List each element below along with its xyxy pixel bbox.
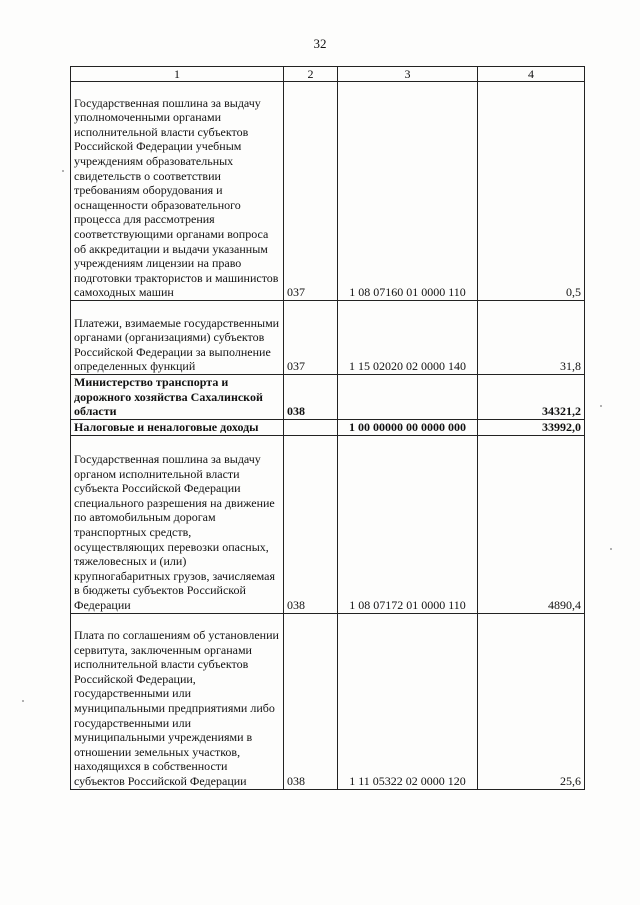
row-code: 037: [284, 301, 338, 375]
row-sum: 4890,4: [478, 435, 585, 613]
row-sum: 31,8: [478, 301, 585, 375]
table-row: [71, 435, 585, 613]
row-kbk: 1 08 07160 01 0000 110: [338, 82, 478, 301]
row-sum: 33992,0: [478, 420, 585, 436]
table-row: [71, 301, 585, 375]
scan-speck: [610, 548, 612, 550]
row-kbk: 1 08 07172 01 0000 110: [338, 435, 478, 613]
row-code: 038: [284, 435, 338, 613]
table-header-row: [71, 67, 585, 82]
row-name: Плата по соглашениям об установлении сервитута, заключенным органами исполнительной власти субъектов Российской Федерации, государственными или муниципальными предприятиями либо государственными или муниципальными учреждениями в отношении земельных участков, находящихся в собственности субъектов Российской Федерации: [71, 613, 284, 789]
row-name: Министерство транспорта и дорожного хозяйства Сахалинской области: [71, 375, 284, 420]
row-code: 038: [284, 375, 338, 420]
row-kbk: 1 11 05322 02 0000 120: [338, 613, 478, 789]
row-name: Платежи, взимаемые государственными органами (организациями) субъектов Российской Федерации за выполнение определенных функций: [71, 301, 284, 375]
column-header-2: 2: [284, 67, 338, 82]
row-code: 038: [284, 613, 338, 789]
row-sum: 34321,2: [478, 375, 585, 420]
page-number: 32: [313, 36, 327, 51]
row-code: [284, 420, 338, 436]
scan-speck: [22, 700, 24, 702]
row-sum: 25,6: [478, 613, 585, 789]
row-kbk: 1 00 00000 00 0000 000: [338, 420, 478, 436]
row-name: Налоговые и неналоговые доходы: [71, 420, 284, 436]
column-header-1: 1: [71, 67, 284, 82]
table-row: [71, 420, 585, 436]
scan-speck: [62, 170, 64, 172]
table-row: [71, 82, 585, 301]
row-code: 037: [284, 82, 338, 301]
row-name: Государственная пошлина за выдачу органом исполнительной власти субъекта Российской Федерации специального разрешения на движение по автомобильным дорогам транспортных средств, осуществляющих перевозки опасных, тяжеловесных и (или) крупногабаритных грузов, зачисляемая в бюджеты субъектов Российской Федерации: [71, 435, 284, 613]
row-kbk: 1 15 02020 02 0000 140: [338, 301, 478, 375]
scan-speck: [600, 405, 602, 407]
budget-table: [70, 66, 585, 790]
table-row: [71, 613, 585, 789]
row-name: Государственная пошлина за выдачу уполномоченными органами исполнительной власти субъектов Российской Федерации учебным учреждениям образовательных свидетельств о соответствии требованиям оборудования и оснащенности образовательного процесса для рассмотрения соответствующими органами вопроса об аккредитации и выдачи указанным учреждениям лицензии на право подготовки трактористов и машинистов самоходных машин: [71, 82, 284, 301]
table-row: [71, 375, 585, 420]
column-header-4: 4: [478, 67, 585, 82]
row-sum: 0,5: [478, 82, 585, 301]
column-header-3: 3: [338, 67, 478, 82]
row-kbk: [338, 375, 478, 420]
